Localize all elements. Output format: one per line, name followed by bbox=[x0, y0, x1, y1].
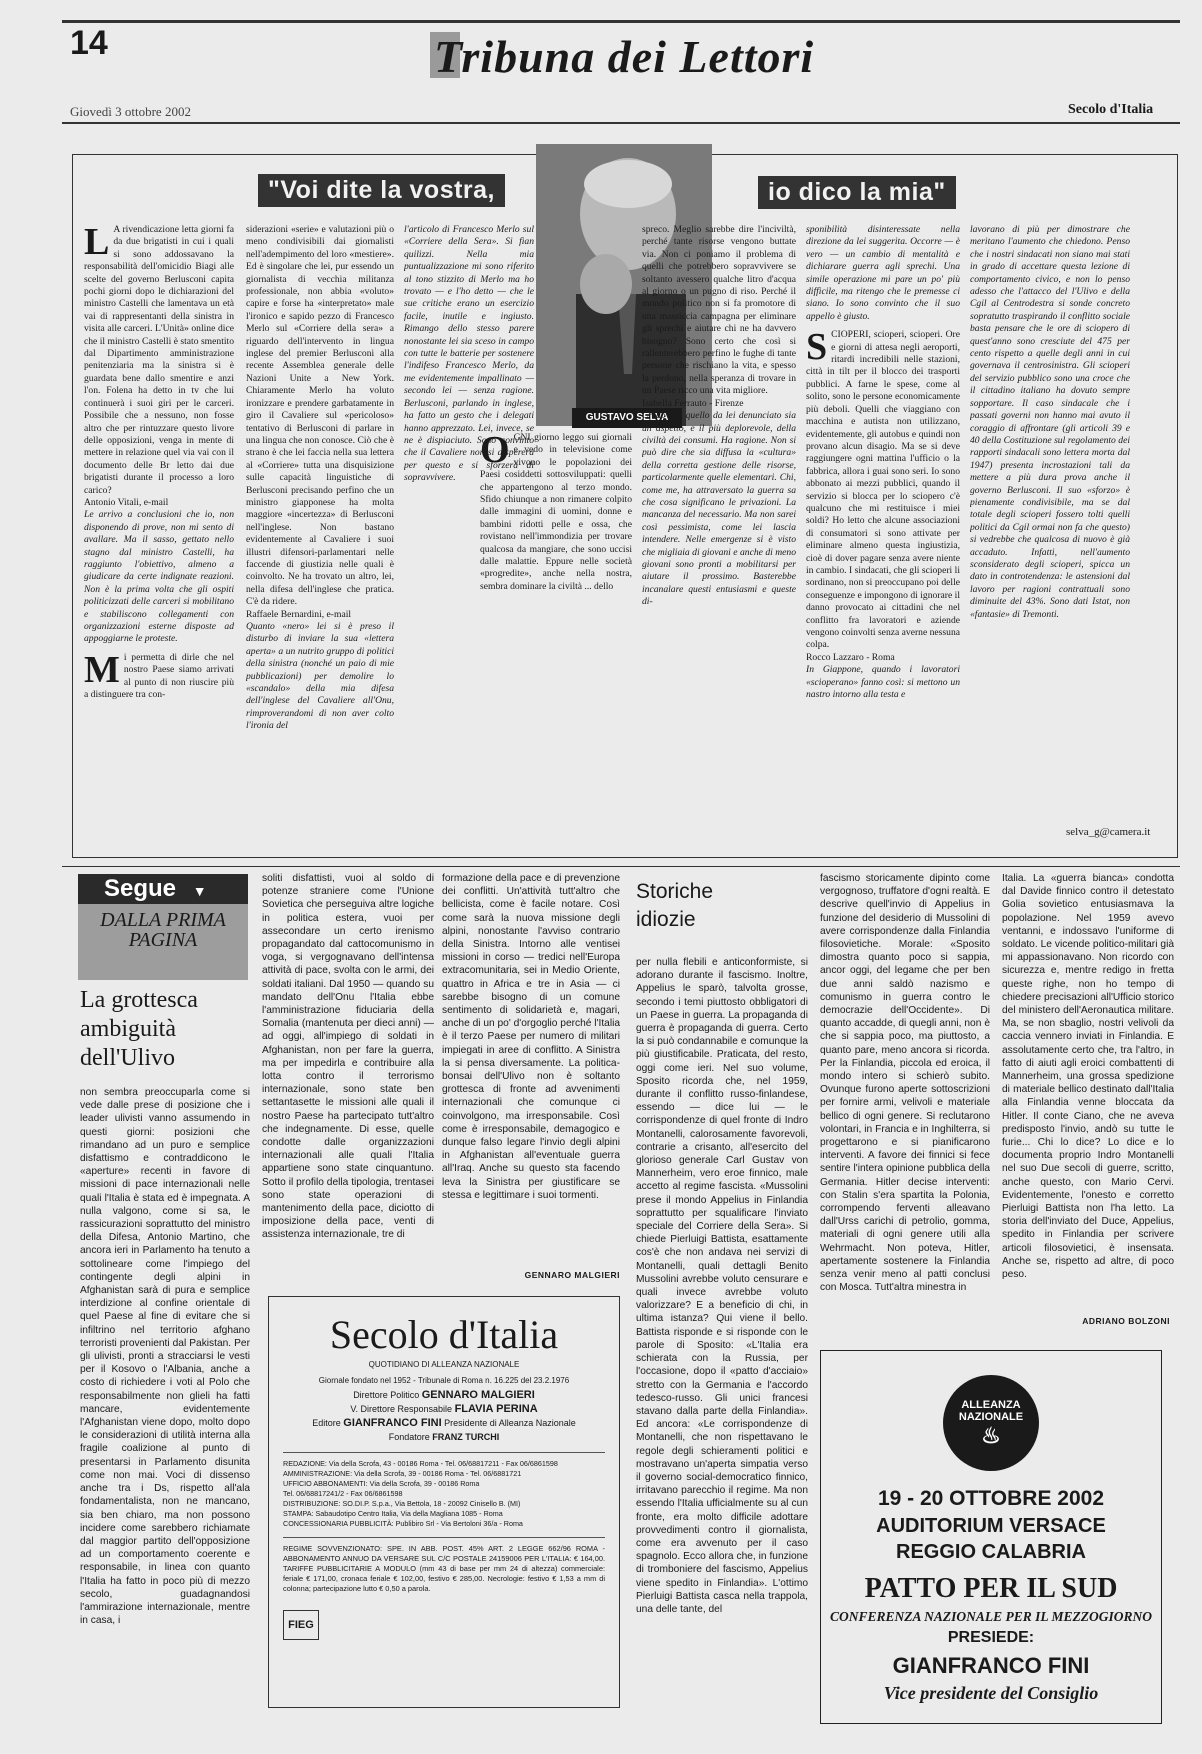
editor-name: GIANFRANCO FINI bbox=[343, 1417, 442, 1429]
ad-title: PATTO PER IL SUD bbox=[864, 1573, 1118, 1604]
detail-line: CONCESSIONARIA PUBBLICITÀ: Publibiro Srl - Via Bertoloni 36/a - Roma bbox=[283, 1519, 523, 1528]
masthead-editor bbox=[269, 1418, 619, 1428]
segue-col-1 bbox=[80, 1086, 250, 1726]
date-line: Giovedì 3 ottobre 2002 bbox=[70, 104, 191, 119]
ad-venue: AUDITORIUM VERSACE bbox=[876, 1515, 1106, 1537]
paper-name: Secolo d'Italia bbox=[1068, 102, 1154, 117]
mid-rule bbox=[62, 866, 1180, 867]
storiche-col-1 bbox=[636, 956, 808, 1722]
photo-caption: GUSTAVO SELVA bbox=[572, 408, 682, 428]
founder-label: Fondatore bbox=[388, 1432, 430, 1442]
letter-col-2 bbox=[246, 224, 394, 852]
dropcap-o: O bbox=[480, 432, 510, 471]
storiche-col-2 bbox=[820, 872, 990, 1332]
down-arrow-icon: ▼ bbox=[192, 883, 207, 899]
letter2-reply-cont: l'articolo di Francesco Merlo sul «Corriere della Sera». Si fian quilizzi. Nella mia puntualizzazione mi sono riferito al tono stizzito di Merlo ma ho trovato — e l'ho detto — che le sue critiche erano un esercizio facile, inutile e ingiusto. Rimango dello stesso parere nonostante lei sia sceso in campo con tutte le batterie per sostenere l'indifeso Francesco Merlo, da me evidentemente impallinato — secondo lei — senza ragione. Berlusconi, parlando in inglese, ha fatto un gesto che i delegati hanno apprezzato. Lei, invece, se ne è dispiaciuto. Sono convinto che il Cavaliere non si disperera per questo e si sforzerà di sopravvivere. bbox=[404, 224, 534, 484]
storiche-col3-text: Italia. La «guerra bianca» condotta dal Davide finnico contro il detestato Golia sovietico entusiasmava la popolazione. Nel 1959 avevo ventanni, e indossavo l'uniforme di soldato. Le vicende politico-militari già mi appassionavano. Non ricordo con sicurezza e, mentre redigo in fretta queste righe, non ho tempo di chiedere precisazioni all'Ufficio storico del ministero dell'Aeronautica militare. Ma, se non sbaglio, nostri velivoli da caccia vennero inviati in Finlandia. E assolutamente certo che, tra l'altro, in fatto di aiuti agli eroici combattenti di Mannerheim, una grossa spedizione di materiale bellico destinato dall'Italia alla Finlandia venne bloccata da Hitler. Il conte Ciano, che ne aveva predisposto l'invio, andò su tutte le furie... Chi lo dice? Lo dice e lo documenta proprio Indro Montanelli nel suo Due secoli di guerre, scritto, anche questo, con Mario Cervi. Evidentemente, l'onesto e corretto Pierluigi Battista non l'ha letto. La storia dell'inviato del Duce, Appelius, spedito in Finlandia per scrivere articoli filosovietici, è insensata. Anche se, rispetto ad altre, di poco peso. bbox=[1002, 873, 1174, 1281]
letter-col-3b bbox=[480, 432, 632, 852]
detail-line: STAMPA: Sabaudotipo Centro Italia, Via della Magliana 1085 - Roma bbox=[283, 1509, 503, 1518]
letter-col-1 bbox=[84, 224, 234, 852]
segue-col2-text: soliti disfattisti, vuoi al soldo di potenze straniere come l'Unione Sovietica che perseguiva altre logiche in politica estera, vuoi per assecondare un certo irenismo propagandato dal cattocomunismo in voga, si vergognavano dell'intensa attività di pace, svolta con le armi, dei soldati italiani. Dal 1950 — quando su mandato dell'Onu l'Italia ebbe l'amministrazione fiduciaria della Somalia (mantenuta per dieci anni) — ad oggi, all'impiego di soldati in Afghanistan, non per fare la guerra, ma per impedirla e contribuire alla lotta contro il terrorismo internazionale, sono state ben settantasette le missioni alle quali il nostro Paese ha partecipato tutt'altro che indegnamente. Di esse, quelle condotte dalle organizzazioni internazionali alle quali l'Italia appartiene sono state cinquantuno. Sotto il profilo della tipologia, trentasei sono state operazioni di mantenimento della pace, diciotto di imposizione della pace, venti di assistenza internazionale, tre di bbox=[262, 873, 434, 1241]
editor-role: Presidente di Alleanza Nazionale bbox=[444, 1418, 576, 1428]
letter-col-5 bbox=[806, 224, 960, 852]
ad-presides: PRESIEDE: bbox=[947, 1629, 1035, 1646]
alleanza-nazionale-ad bbox=[820, 1350, 1162, 1724]
letter-col-6 bbox=[970, 224, 1130, 824]
storiche-author: ADRIANO BOLZONI bbox=[1082, 1316, 1170, 1326]
letter3-cont: spreco. Meglio sarebbe dire l'inciviltà, perché tante risorse vengono buttate via. Non ci poniamo il problema di quelli che potrebbero sopravvivere se soltanto avessero qualche litro d'acqua al giorno o un pugno di riso. Perché il mondo politico non si fa promotore di una massiccia campagna per eliminare gli sprechi e aiutare chi ne ha davvero bisogno? Sono certo che così si rallenterebbero perfino le fughe di tante persone che rischiano la vita, e spesso la perdono, nella speranza di trovare in un Paese ricco una vita migliore. bbox=[642, 224, 796, 397]
masthead-subtitle: QUOTIDIANO DI ALLEANZA NAZIONALE bbox=[368, 1360, 520, 1369]
storiche-col2-text: fascismo storicamente dipinto come vergognoso, truffatore d'ogni realtà. E descrive quell'invio di Appelius in funzione del desiderio di Mussolini di avere corrispondenze dalla Finlandia filosovietiche. Morale: «Sposito dimostra quanto poco si sappia, ancor oggi, del legame che per ben due anni saldò nazismo e comunismo in guerra contro le democrazie dell'Occidente». Di quanto accadde, di quegli anni, non è che si sappia poco, ma piuttosto, a quanto pare, meno ancora si ricorda. Per la Finlandia, piccola ed eroica, il mondo intero si schierò subito. Ovunque furono aperte sottoscrizioni per fornire armi, velivoli e materiale bellico di ogni genere. Si reclutarono volontari, in Francia e in Inghilterra, si progettarono e si pianificarono interventi. A favore dei finnici si fece sentire l'intera opinione pubblica della Germania. Hitler decise interventi: con Stalin s'era spartita la Polonia, corrompendo ferventi alleavano dall'Urss carichi di petrolio, gomma, materiali di ogni genere utili alla Wehrmacht. Non poteva, Hitler, apertamente sostenere la Finlandia senza venir meno al patti conclusi con Mosca. Tutt'altra minestra in bbox=[820, 873, 990, 1294]
letter4-body: CIOPERI, scioperi, scioperi. Ore e giorni di attesa negli aeroporti, ritardi incredibili nelle stazioni, città in tilt per il blocco dei trasporti pubblici. A farne le spese, come al solito, sono le persone economicamente più deboli. Quelli che viaggiano con macchina e autista non utilizzano, evidentemente, gli autobus e quindi non provano alcun disagio. Ma se si deve raggiungere ogni mattina l'ufficio o la fabbrica, allora i guai sono seri. Io sono abbonato ai mezzi pubblici, quando il servizio si blocca per lo sciopero c'è qualcuno che mi restituisce i miei soldi? Ho letto che alcune associazioni di consumatori si sono attivate per eliminare almeno questa ingiustizia, cioè di dover pagare senza avere niente in cambio. I sindacati, che gli scioperi li sordinano, non si preoccupano poi delle conseguenze e impongono di ignorare il danno provocato ai cittadini che nel conflitto fra lavoratori e aziende vengono coinvolti senza averne nessuna colpa. bbox=[806, 329, 960, 651]
logo-line-2: NAZIONALE bbox=[958, 1411, 1024, 1423]
director-label: Direttore Politico bbox=[353, 1390, 420, 1400]
storiche-title: Storiche idiozie bbox=[636, 880, 714, 931]
letter1-sign: Antonio Vitali, e-mail bbox=[84, 496, 169, 508]
dalla-prima-pagina: DALLA PRIMA PAGINA bbox=[78, 904, 248, 980]
masthead-registration: Giornale fondato nel 1952 - Tribunale di Roma n. 16.225 del 23.2.1976 bbox=[318, 1376, 570, 1385]
segue-col-3 bbox=[442, 872, 620, 1268]
segue-label bbox=[78, 874, 248, 904]
vice-name: FLAVIA PERINA bbox=[454, 1403, 538, 1415]
headline-right: io dico la mia" bbox=[758, 176, 956, 209]
segue-col3-text: formazione della pace e di prevenzione dei conflitti. Un'attività tutt'altro che bellicista, come è facile notare. Così come sarà la nuova missione degli alpini, nonostante l'avviso contrario della Sinistra. Intorno alle ventisei missioni in corso — tredici nell'Europa extracomunitaria, sei in Medio Oriente, quattro in Africa e tre in Asia — ci sarebbe bisogno di un comune sentimento di solidarietà e, magari, anche di un po' d'orgoglio perché l'Italia è il terzo Paese per numero di militari impiegati in aree di conflitto. A Sinistra la si pensa diversamente. La politica-bonsai dell'Ulivo non è soltanto grottesca di fronte ad avvenimenti internazionali che comunque ci coinvolgono, ma irresponsabile. Così come è irresponsabile, demagogico e dunque falso legare l'invio degli alpini in Afghanistan all'eventuale guerra all'Iraq. Anche su questo sta facendo leva la Sinistra per giustificare se stessa e legittimare i suoi tormenti. bbox=[442, 873, 620, 1201]
letter1-reply: Le arrivo a conclusioni che io, non disponendo di prove, non mi sento di avallare. Ma il sasso, gettato nello stagno dal ministro Castelli, ha raggiunto l'obiettivo, almeno a giudicare da certe indignate reazioni. Non è la prima volta che gli ospiti politicizzati delle carceri si mobilitano e stabiliscono collegamenti con organizzazioni esterne disposte ad appoggiarne le proteste. bbox=[84, 509, 234, 645]
detail-line: Tel. 06/68817241/2 - Fax 06/6861598 bbox=[283, 1489, 403, 1498]
detail-line: REDAZIONE: Via della Scrofa, 43 - 00186 Roma - Tel. 06/68817211 - Fax 06/6861598 bbox=[283, 1459, 558, 1468]
founder-name: FRANZ TURCHI bbox=[432, 1432, 500, 1442]
storiche-col1-text: per nulla flebili e anticonformiste, si adorano durante il fascismo. Inoltre, Appelius le sparò, talvolta grosse, secondo i temi piuttosto obbligatori di un Paese in guerra. La propaganda di guerra è propaganda di guerra. Certo la si può condannabile e comunque la più giustificabile. Praticata, del resto, oggi come ieri. Nel suo volume, Sposito ricorda che, nel 1959, durante il conflitto russo-finlandese, essendo — dice lui — le corrispondenze di quel fronte di Indro Montanelli, calorosamente favorevoli, contrarie a crisanto, all'esercito del glorioso generale Carl Gustav von Mannerheim, vero eroe finnico, male accetto al regime fascista. «Mussolini prese il mondo Appelius in Finlandia soprattutto per squalificare l'inviato speciale del Corriere della Sera». Si chiede Pierluigi Battista, esattamente cos'è che non andava nei servizi di Montanelli, quali dettagli Benito Mussolini avrebbe voluto censurare e quali invece avrebbe voluto valorizzare? E a beneficio di chi, in ultima istanza? Qui viene il bello. Battista risponde e si risponde con le parole di Sposito: «L'Italia era schierata con la Russia, per l'occasione, dopo il «patto d'acciaio» stretto con la Germania e l'accordo tedesco-russo. Gli unici francesi stavano dalla parte della Finlandia». Ed ancora: «Le corrispondenze di Montanelli, che non rispettavano le regole degli schieramenti politici e mostravano un'aperta simpatia verso il governo social-democratico finnico, irritavano parecchio il regime. Ma non essendo l'Italia ufficialmente su al cun fronte, era molto difficile adottare provvedimenti contro il giornalista, come era avvenuto per il caso spagnolo. Ecco allora che, in funzione di tromboniere del fascismo, Appelius viene spedito in Finlandia». L'ottimo Pierluigi Battista casca nella trappola, una delle tante, del bbox=[636, 957, 808, 1615]
detail-line: AMMINISTRAZIONE: Via della Scrofa, 39 - 00186 Roma - Tel. 06/6881721 bbox=[283, 1469, 522, 1478]
header-rule bbox=[62, 122, 1180, 124]
segue-title: La grottesca ambiguità dell'Ulivo bbox=[80, 987, 198, 1071]
dropcap-s: S bbox=[806, 326, 828, 369]
segue-text: Segue bbox=[104, 875, 177, 902]
ad-person: GIANFRANCO FINI bbox=[892, 1653, 1090, 1678]
segue-col-2 bbox=[262, 872, 434, 1282]
masthead-title: Secolo d'Italia bbox=[329, 1312, 559, 1357]
page-number: 14 bbox=[70, 24, 108, 62]
ad-city: REGGIO CALABRIA bbox=[896, 1541, 1086, 1563]
masthead-vice bbox=[269, 1404, 619, 1414]
dropcap-l: L bbox=[84, 224, 110, 263]
subscription-text: REGIME SOVVENZIONATO: SPE. IN ABB. POST. 45% ART. 2 LEGGE 662/96 ROMA - ABBONAMENTO ANNUO DA VERSARE SUL C/C POSTALE 24159006 PER L'ITALIA: € 164,00. TARIFFE PUBBLICITARIE A MODULO (mm 43 di base per mm 24 di altezza) commerciale: feriale € 171,00, cronaca feriale € 102,00, festivo € 285,00. Necrologie: festivo € 1,53 a mm di colonna; partecipazione lutto € 0,50 a parola. bbox=[283, 1544, 605, 1593]
dropcap-m: M bbox=[84, 648, 120, 691]
fieg-logo: FIEG bbox=[283, 1610, 319, 1640]
letter3-reply-cont: sponibilità disinteressate nella direzione da lei suggerita. Occorre — è vero — un cambio di mentalità e dichiarare guerra agli sprechi. Una simile operazione mi pare un po' più difficile, ma ritengo che le premesse ci siano. Io sono convinto che il suo appello è giusto. bbox=[806, 224, 960, 322]
letter2-start bbox=[84, 648, 234, 702]
letter2-reply: Quanto «nero» lei si è preso il disturbo di inviare la sua «lettera aperta» a un nutrito gruppo di politici della sinistra (nonché un paio di mie pubblicazioni) per demolire lo «scandalo» della mia difesa dell'inglese del Cavaliere all'Onu, rimproverandomi di non aver colto l'ironia del bbox=[246, 621, 394, 732]
ad-dates: 19 - 20 OTTOBRE 2002 bbox=[877, 1487, 1105, 1510]
headline-left: "Voi dite la vostra, bbox=[258, 174, 505, 207]
letter3-text bbox=[480, 432, 632, 593]
segue-col1-text: non sembra preoccuparla come si vede dalle prese di posizione che i leader ulivisti vanno assumendo in questi giorni: posizioni che rimandano ad un puro e semplice disfattismo e contraddicono le «aperture» recenti in favore di missioni di pace internazionali nelle quali l'Italia è stata ed è impegnata. A nulla valgono, come si sa, le rassicurazioni soprattutto del ministro della Difesa, Antonio Martino, che ancora ieri in Parlamento ha tenuto a sottolineare come l'impiego del contingente degli alpini in Afghanistan sarà di pura e semplice interdizione al confine orientale di quel Paese al fine di evitare che si infiltrino nel territorio afghano terroristi provenienti dal Pakistan. Per gli ulivisti, pronti a stracciarsi le vesti per il Kosovo o l'Albania, anche a costo di richiedere i voti al Polo che responsabilmente non glieli ha fatti mancare, evidentemente l'Afghanistan viene dopo, molto dopo le considerazioni di utilità interna alla fragile coalizione al punto di presentarsi in Parlamento disunita come non mai. Voci di dissenso anche tra i Ds, rispetto all'ala fondamentalista, non ne mancano, sia ben chiaro, ma non possono incidere come sarebbero richiamate dal maggior partito dell'opposizione ad un comportamento coerente e responsabile, in linea con quanto l'Italia ha fatto in poco più di mezzo secolo, guadagnandosi l'ammirazione internazionale, mentre in casa, i bbox=[80, 1087, 250, 1627]
letter3-sign: Isabella Ferrauto - Firenze bbox=[642, 397, 744, 409]
alleanza-nazionale-logo bbox=[943, 1375, 1039, 1471]
letter2-sign: Raffaele Bernardini, e-mail bbox=[246, 608, 352, 620]
storiche-col-3 bbox=[1002, 872, 1174, 1314]
flame-icon: ♨ bbox=[981, 1423, 1001, 1448]
letter4-text bbox=[806, 326, 960, 652]
letter1-body: A rivendicazione letta giorni fa da due brigatisti in cui i quali si sono addossavano la responsabilità dell'omicidio Biagi alle scelte del governo Berlusconi capita pochi giorni dopo le dichiarazioni del ministro Castelli che lamentava un età vai di rappresentanti della sinistra in visita alle carceri. L'Unità» online dice che il ministro Castelli è stato smentito dal Dipartimento amministrazione penitenziaria ma la sinistra si è guardata bene dallo smentire e anzi l'on. Folena ha detto in tv che lui continuerà i suoi giri per le carceri. Possibile che a nessuno, non fosse altro che per rintuzzare questo livore delle opposizioni, venga in mente di mettere in relazione quel via vai con il documento delle Br letto dai due brigatisti durante il processo a loro carico? bbox=[84, 224, 234, 496]
masthead-director bbox=[269, 1390, 619, 1400]
letter3-body: GNI giorno leggo sui giornali e vedo in televisione come vivono le popolazioni dei Paesi cosiddetti sottosviluppati: quelli che appartengono al terzo mondo. Sfido chiunque a non rimanere colpito dalle immagini di uomini, donne e bambini ridotti pelle e ossa, che rovistano nell'immondizia per trovare qualcosa da mangiare, che sono uccisi dalle malattie. Eppure nelle società «progredite», anche nella nostra, sembra dominare la civiltà ... dello bbox=[480, 432, 632, 592]
detail-line: UFFICIO ABBONAMENTI: Via della Scrofa, 39 - 00186 Roma bbox=[283, 1479, 480, 1488]
director-name: GENNARO MALGIERI bbox=[421, 1389, 535, 1401]
masthead-founder bbox=[269, 1432, 619, 1442]
detail-line: DISTRIBUZIONE: SO.DI.P. S.p.a., Via Bettola, 18 - 20092 Cinisello B. (MI) bbox=[283, 1499, 521, 1508]
ad-subtitle: CONFERENZA NAZIONALE PER IL MEZZOGIORNO bbox=[829, 1609, 1153, 1624]
editor-label: Editore bbox=[312, 1418, 341, 1428]
letter2-cont: siderazioni «serie» e valutazioni più o meno condivisibili dai giornalisti nell'adempimento del loro «mestiere». Ed è singolare che lei, pur essendo un giornalista di vecchia militanza professionale, non abbia «voluto» capire e forse ha «interpretato» male l'ironico e sapido pezzo di Francesco Merlo sul «Corriere della sera» a riguardo dell'intervento in lingua inglese del premier Berlusconi alla recente Assemblea generale delle Nazioni Unite a New York. Chiaramente Merlo ha voluto ironizzare e prendere garbatamente in giro il Cavaliere sul «pericoloso» tentativo di Berlusconi di parlare in una lingua che non conosce. Ciò che è strano è che lei faccia nella sua lettera al «Corriere» tutta una disquisizione sulle capacità linguistiche di Berlusconi precisando perfino che un ministro giapponese ha molta maggiore «incertezza» di Berlusconi nell'inglese. Non bastano evidentemente al Cavaliere i suoi illustri difensori-parlamentari nelle faccende di giustizia nelle quali è coinvolto. Ne ha trovato un altro, lei, nella difesa dell'inglese che pratica. C'è da ridere. bbox=[246, 224, 394, 608]
ad-role: Vice presidente del Consiglio bbox=[883, 1683, 1099, 1703]
letter4-sign: Rocco Lazzaro - Roma bbox=[806, 651, 895, 663]
segue-author: GENNARO MALGIERI bbox=[524, 1270, 620, 1280]
letter1-text bbox=[84, 224, 234, 497]
letter3-reply: Credo che quello da lei denunciato sia un aspetto, e il più deplorevole, della civiltà dei consumi. Ha ragione. Non si può dire che sia diffusa la «cultura» della corretta gestione delle risorse, particolarmente quelle elementari. Chi, come me, ha attraversato la guerra sa che cosa significano le privazioni. La mancanza del necessario. Ma non sarei così pessimista, come lei lascia intendere. Nelle emergenze si è visto che migliaia di giovani e anche di meno giovani sono pronti a mobilitarsi per aiutare il prossimo. Basterebbe incanalare questi entusiasmi e queste di- bbox=[642, 410, 796, 608]
logo-line-1: ALLEANZA bbox=[961, 1399, 1021, 1411]
section-title bbox=[430, 30, 814, 83]
letter4-reply-cont: lavorano di più per dimostrare che meritano l'aumento che chiedono. Penso che i nostri sindacati non siano mai stati in grado di accettare questa lezione di comportamento civico, e non lo penso adesso che l'attacco del l'Ulivo e della Cgil al Centrodestra si sonde concreto sopratutto traspirando il conflitto sociale basta pensare che le ore di sciopero di quest'anno sono cresciute del 475 per cento rispetto a quelle degli anni in cui governava il centrosinistra. Gli scioperi del servizio pubblico sono una croce che il cittadino italiano ha dovuto sempre sopportare. Il caso sindacale che i passati governi non hanno mai avuto il coraggio di affrontare (gli articoli 39 e 40 della Costituzione sul regolamento dei rapporti sindacali sono lettera morta dal 1947) presenta incrostazioni tali da mettere a più dura prova anche il governo Berlusconi. Il suo «sforzo» è pienamente condivisibile, ma se dal totale degli scioperi fossero tolti quelli politici da Cgil ormai non fa che questo) si vedrebbe che qualcosa di nuovo è già accaduto. Infatti, nell'aumento sconsiderato degli scioperi, spicca un dato in controtendenza: le astensioni dal lavoro per ragioni contrattuali sono diminuite del 43%. Sono dati Istat, non «fantasie» di Tremonti. bbox=[970, 224, 1130, 620]
author-email[interactable]: selva_g@camera.it bbox=[1066, 826, 1151, 838]
top-rule bbox=[62, 20, 1180, 23]
subscription-info bbox=[283, 1537, 605, 1631]
vice-label: V. Direttore Responsabile bbox=[350, 1404, 453, 1414]
section-title-text: Tribuna dei Lettori bbox=[434, 31, 815, 82]
masthead-box bbox=[268, 1296, 620, 1708]
letter-col-4 bbox=[642, 224, 796, 852]
letter4-reply: In Giappone, quando i lavoratori «scioperano» fanno così: si mettono un nastro intorno alla testa e bbox=[806, 664, 960, 701]
letter2-body: i permetta di dirle che nel nostro Paese siamo arrivati al punto di non riuscire più a distinguere tra con- bbox=[84, 651, 234, 701]
masthead-details bbox=[283, 1452, 605, 1529]
